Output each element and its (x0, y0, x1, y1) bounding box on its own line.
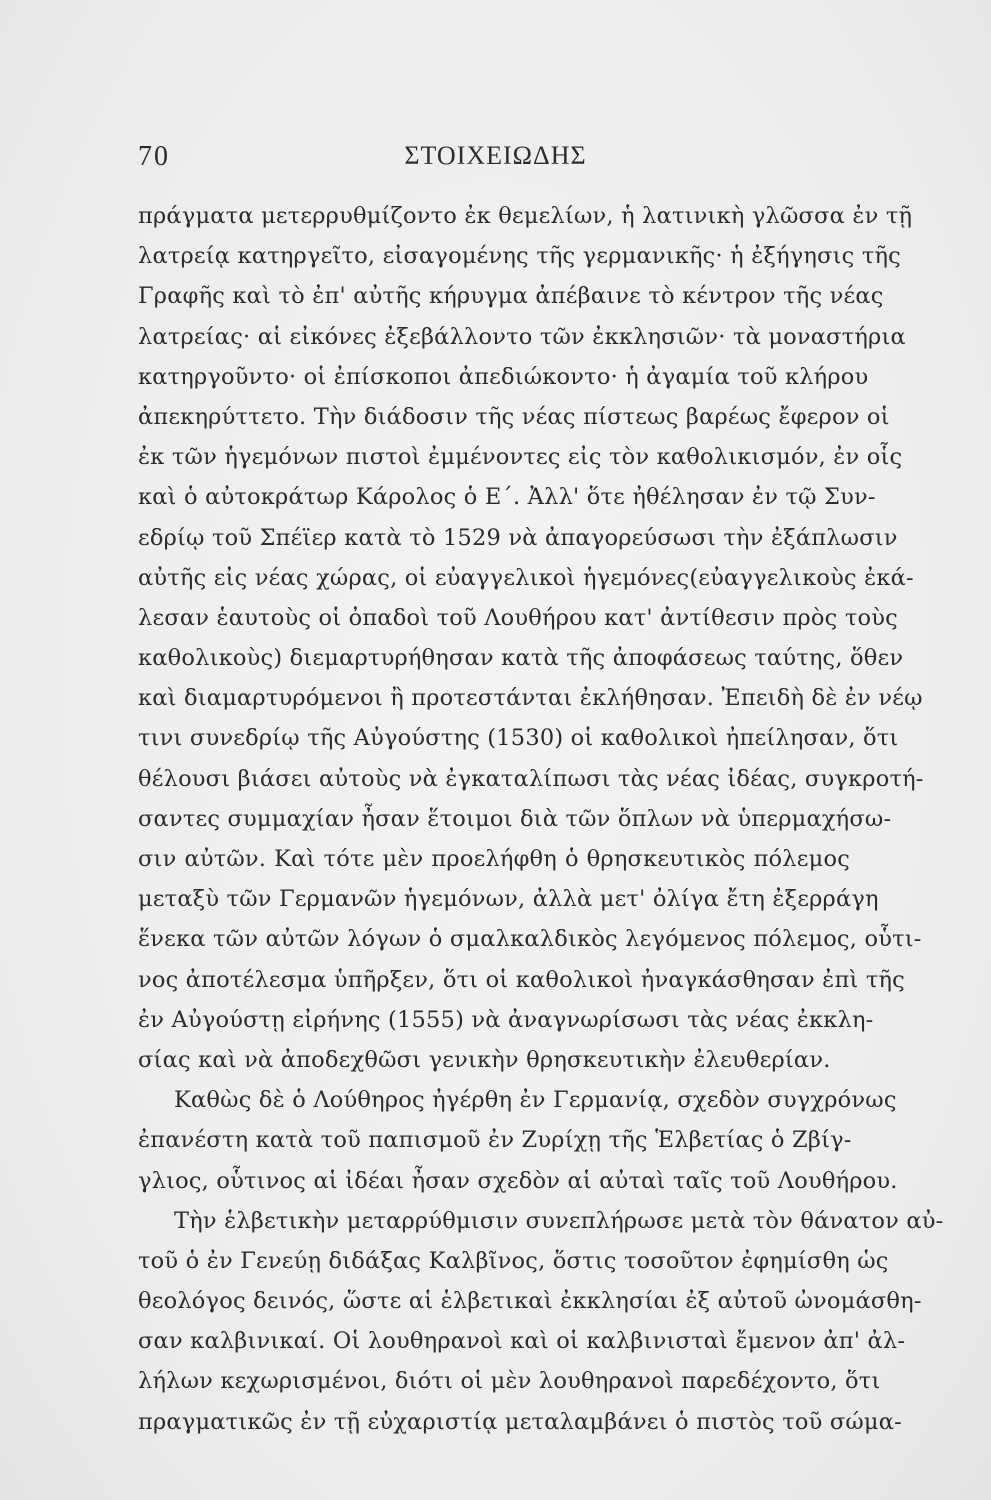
text-line: καθολικοὺς) διεμαρτυρήθησαν κατὰ τῆς ἀποφάσεως ταύτης, ὅθεν (138, 645, 904, 672)
text-line: εδρίῳ τοῦ Σπέϊερ κατὰ τὸ 1529 νὰ ἀπαγορεύσωσι τὴν ἐξάπλωσιν (138, 524, 898, 551)
text-line: σίας καὶ νὰ ἀποδεχθῶσι γενικὴν θρησκευτικὴν ἐλευθερίαν. (138, 1046, 831, 1073)
text-line: κατηργοῦντο· οἱ ἐπίσκοποι ἀπεδιώκοντο· ἡ ἀγαμία τοῦ κλήρου (138, 363, 869, 390)
text-line: καὶ διαμαρτυρόμενοι ἢ προτεστάνται ἐκλήθησαν. Ἐπειδὴ δὲ ἐν νέῳ (138, 685, 923, 712)
text-line: ἐν Αὐγούστῃ εἰρήνης (1555) νὰ ἀναγνωρίσωσι τὰς νέας ἐκκλη- (138, 1006, 874, 1033)
page-number: 70 (138, 141, 170, 172)
text-line: καὶ ὁ αὐτοκράτωρ Κάρολος ὁ Ε΄. Ἀλλ' ὅτε ἠθέλησαν ἐν τῷ Συν- (138, 484, 876, 511)
text-line: λεσαν ἑαυτοὺς οἱ ὀπαδοὶ τοῦ Λουθήρου κατ' ἀντίθεσιν πρὸς τοὺς (138, 604, 898, 631)
text-line: θεολόγος δεινός, ὥστε αἱ ἑλβετικαὶ ἐκκλησίαι ἐξ αὐτοῦ ὠνομάσθη- (138, 1288, 922, 1315)
text-line: ἐπανέστη κατὰ τοῦ παπισμοῦ ἐν Ζυρίχῃ τῆς Ἑλβετίας ὁ Ζβίγ- (138, 1127, 852, 1154)
text-line: μεταξὺ τῶν Γερμανῶν ἡγεμόνων, ἀλλὰ μετ' ὀλίγα ἔτη ἐξερράγη (138, 886, 879, 913)
text-line: αὐτῆς εἰς νέας χώρας, οἱ εὐαγγελικοὶ ἡγεμόνες(εὐαγγελικοὺς ἐκά- (138, 564, 914, 591)
text-line: τινι συνεδρίῳ τῆς Αὐγούστης (1530) οἱ καθολικοὶ ἠπείλησαν, ὅτι (138, 725, 899, 752)
body-text (138, 196, 944, 1442)
text-line: ἕνεκα τῶν αὐτῶν λόγων ὁ σμαλκαλδικὸς λεγόμενος πόλεμος, οὗτι- (138, 926, 922, 953)
text-line: ἐκ τῶν ἡγεμόνων πιστοὶ ἐμμένοντες εἰς τὸν καθολικισμόν, ἐν οἷς (138, 444, 903, 471)
text-line: σαντες συμμαχίαν ἦσαν ἕτοιμοι διὰ τῶν ὅπλων νὰ ὑπερμαχήσω- (138, 805, 892, 832)
text-line: θέλουσι βιάσει αὐτοὺς νὰ ἐγκαταλίπωσι τὰς νέας ἰδέας, συγκροτή- (138, 765, 924, 792)
text-line: σιν αὐτῶν. Καὶ τότε μὲν προελήφθη ὁ θρησκευτικὸς πόλεμος (138, 846, 850, 872)
text-line: νος ἀποτέλεσμα ὑπῆρξεν, ὅτι οἱ καθολικοὶ ἠναγκάσθησαν ἐπὶ τῆς (138, 966, 905, 993)
text-line: λατρείας· αἱ εἰκόνες ἐξεβάλλοντο τῶν ἐκκλησιῶν· τὰ μοναστήρια (138, 323, 906, 350)
text-line: λατρείᾳ κατηργεῖτο, εἰσαγομένης τῆς γερμανικῆς· ἡ ἐξήγησις τῆς (138, 243, 901, 270)
text-line: ἀπεκηρύττετο. Τὴν διάδοσιν τῆς νέας πίστεως βαρέως ἔφερον οἱ (138, 403, 890, 430)
text-line: τοῦ ὁ ἐν Γενεύῃ διδάξας Καλβῖνος, ὅστις τοσοῦτον ἐφημίσθη ὡς (138, 1247, 889, 1274)
text-line: Γραφῆς καὶ τὸ ἐπ' αὐτῆς κήρυγμα ἀπέβαινε τὸ κέντρον τῆς νέας (138, 283, 884, 310)
text-line: γλιος, οὗτινος αἱ ἰδέαι ἦσαν σχεδὸν αἱ αὐταὶ ταῖς τοῦ Λουθήρου. (138, 1167, 898, 1194)
text-line: πραγματικῶς ἐν τῇ εὐχαριστίᾳ μεταλαμβάνει ὁ πιστὸς τοῦ σώμα- (138, 1408, 902, 1435)
text-line: Καθὼς δὲ ὁ Λούθηρος ἠγέρθη ἐν Γερμανίᾳ, σχεδὸν συγχρόνως (174, 1087, 897, 1114)
running-head: ΣΤΟΙΧΕΙΩΔΗΣ (404, 141, 587, 170)
text-line: λήλων κεχωρισμένοι, διότι οἱ μὲν λουθηρανοὶ παρεδέχοντο, ὅτι (138, 1368, 881, 1395)
text-line: Τὴν ἑλβετικὴν μεταρρύθμισιν συνεπλήρωσε μετὰ τὸν θάνατον αὐ- (174, 1207, 944, 1234)
text-line: πράγματα μετερρυθμίζοντο ἐκ θεμελίων, ἡ λατινικὴ γλῶσσα ἐν τῇ (138, 203, 913, 229)
text-line: σαν καλβινικαί. Οἱ λουθηρανοὶ καὶ οἱ καλβινισταὶ ἔμενον ἀπ' ἀλ- (138, 1328, 906, 1355)
